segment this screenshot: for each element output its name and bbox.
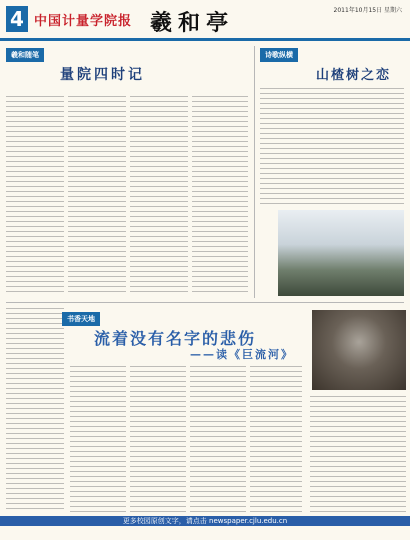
masthead-meta-line2: 2011年10月15日 星期六 bbox=[333, 7, 402, 14]
text-column-2 bbox=[68, 96, 126, 296]
mountain-photo bbox=[278, 210, 404, 296]
interior-photo bbox=[312, 310, 406, 390]
section-divider bbox=[6, 302, 404, 303]
feature-column-4 bbox=[250, 366, 302, 512]
section-title: 羲和亭 bbox=[150, 10, 235, 36]
section-tag-books: 书香天地 bbox=[62, 312, 100, 326]
text-column-3 bbox=[130, 96, 188, 296]
poem-title: 山楂树之恋 bbox=[316, 68, 392, 83]
footer-banner-text[interactable]: 更多校园原创文字，请点击 newspaper.cjlu.edu.cn bbox=[122, 517, 288, 525]
text-column-4 bbox=[192, 96, 248, 296]
column-divider bbox=[254, 46, 255, 298]
text-column-5 bbox=[6, 308, 64, 513]
section-tag-suibi: 羲和随笔 bbox=[6, 48, 44, 62]
feature-column-1 bbox=[70, 366, 126, 512]
page-number-badge: 4 bbox=[6, 6, 28, 32]
poem-text bbox=[260, 88, 404, 208]
feature-column-2 bbox=[130, 366, 186, 512]
section-tag-poetry: 诗歌纵横 bbox=[260, 48, 298, 62]
footer-credits bbox=[0, 528, 410, 538]
feature-column-3 bbox=[190, 366, 246, 512]
feature-subtitle: ——读《巨流河》 bbox=[190, 348, 294, 361]
paper-name: 中国计量学院报 bbox=[34, 14, 133, 29]
feature-column-5 bbox=[310, 396, 406, 512]
article-title-siji: 量院四时记 bbox=[60, 67, 145, 83]
feature-title: 流着没有名字的悲伤 bbox=[94, 329, 257, 348]
text-column-1 bbox=[6, 96, 64, 296]
masthead-meta bbox=[282, 6, 402, 15]
